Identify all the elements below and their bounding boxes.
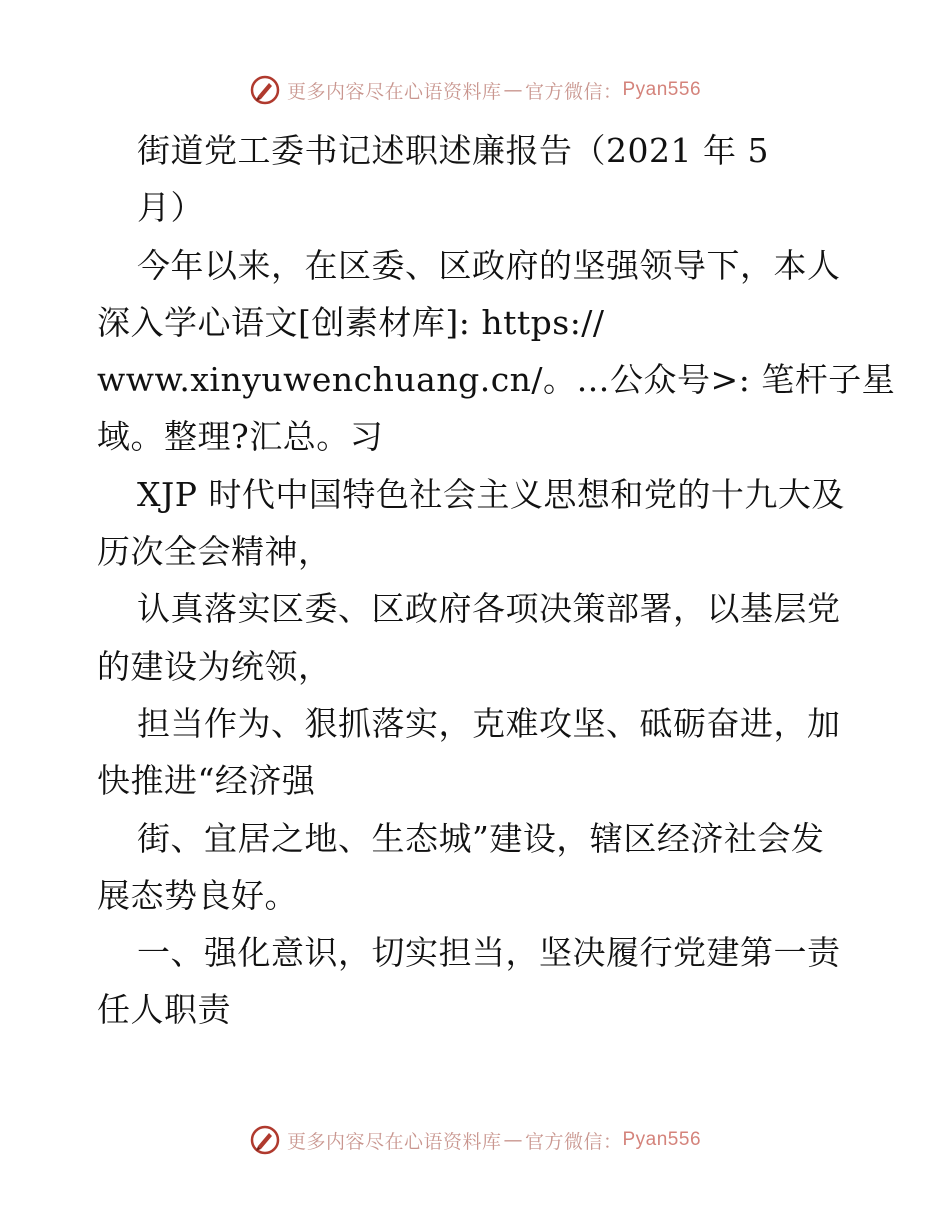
banner-wechat-label: 官方微信： xyxy=(524,1130,623,1153)
paragraph-line: 今年以来，在区委、区政府的坚强领导下，本人 xyxy=(137,245,841,285)
doc-title-line-2: 月） xyxy=(137,188,204,228)
banner-dash: — xyxy=(503,1129,523,1151)
banner-text: 更多内容尽在心语资料库 xyxy=(286,1130,502,1153)
paragraph-line: 的建设为统领， xyxy=(97,646,332,686)
paragraph-line: 认真落实区委、区政府各项决策部署，以基层党 xyxy=(137,589,841,629)
document-body xyxy=(97,122,896,1039)
paragraph-line: www.xinyuwenchuang.cn/。…公众号>: 笔杆子星 xyxy=(97,360,896,400)
paragraph-line: 街、宜居之地、生态城”建设，辖区经济社会发 xyxy=(137,818,825,858)
pen-logo-icon xyxy=(249,1124,281,1156)
header-banner xyxy=(0,70,950,110)
doc-title-line-1: 街道党工委书记述职述廉报告（2021 年 5 xyxy=(137,131,769,170)
section-heading-line: 一、强化意识，切实担当，坚决履行党建第一责 xyxy=(137,933,841,973)
banner-wechat-id: Pyan556 xyxy=(622,1129,702,1150)
section-heading-line: 任人职责 xyxy=(97,990,231,1030)
paragraph-line: 深入学心语文[创素材库]: https:// xyxy=(97,302,605,342)
banner-wechat-label: 官方微信： xyxy=(524,80,623,103)
paragraph-line: 担当作为、狠抓落实，克难攻坚、砥砺奋进，加 xyxy=(137,703,841,743)
banner-text: 更多内容尽在心语资料库 xyxy=(286,80,502,103)
paragraph-line: 域。整理?汇总。习 xyxy=(97,417,384,457)
paragraph-line: XJP 时代中国特色社会主义思想和党的十九大及 xyxy=(137,474,845,514)
banner-wechat-id: Pyan556 xyxy=(622,79,702,100)
paragraph-line: 历次全会精神， xyxy=(97,532,332,572)
pen-logo-icon xyxy=(249,74,281,106)
paragraph-line: 快推进“经济强 xyxy=(97,761,316,801)
footer-banner xyxy=(0,1120,950,1160)
banner-dash: — xyxy=(503,79,523,101)
paragraph-line: 展态势良好。 xyxy=(97,875,298,915)
